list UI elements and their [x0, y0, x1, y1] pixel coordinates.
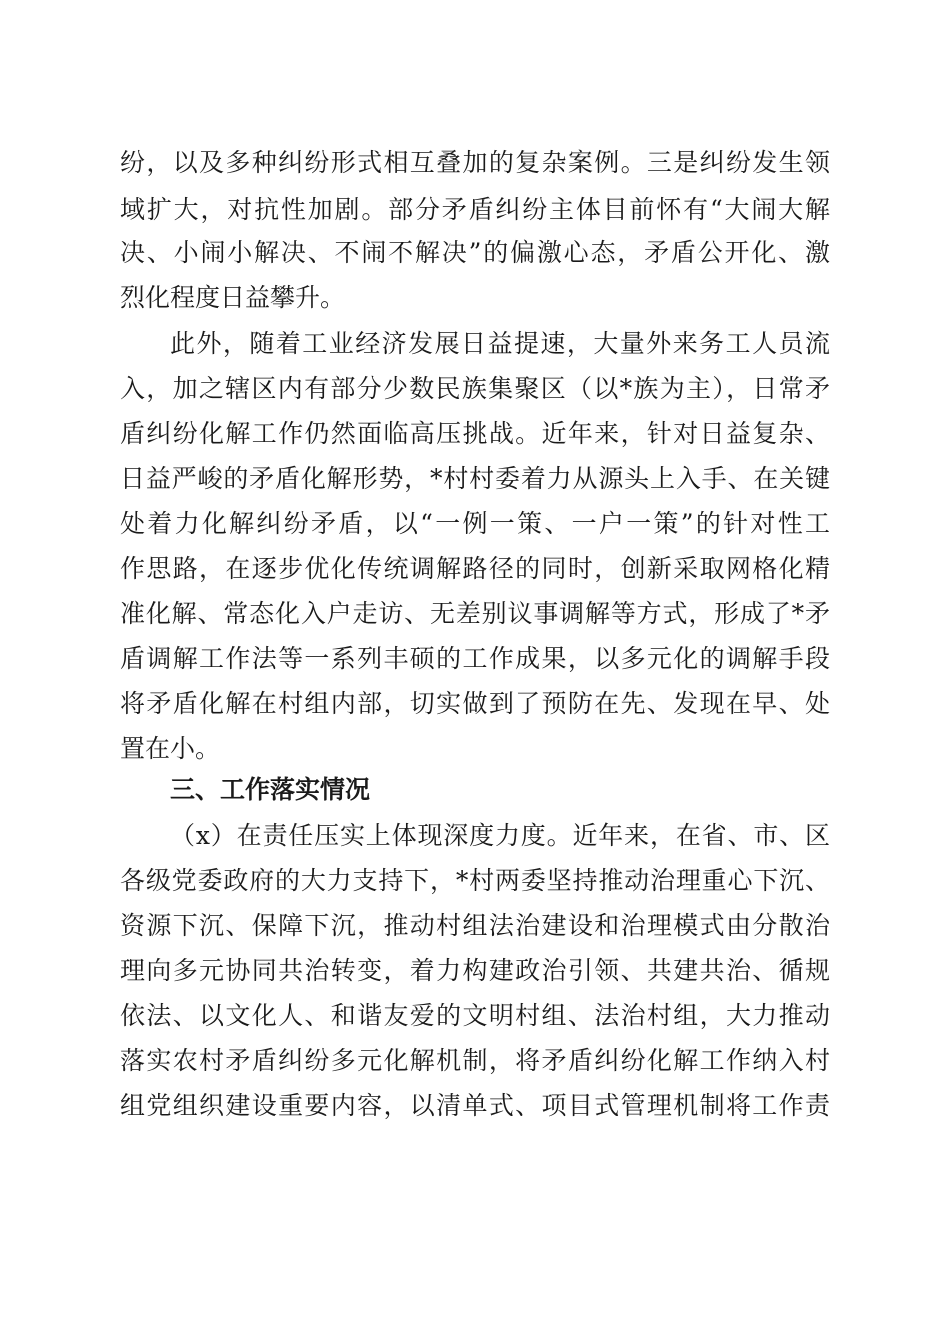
paragraph-1-line-1: 纷，以及多种纠纷形式相互叠加的复杂案例。三是纠纷发生领: [120, 148, 830, 177]
paragraph-2-line-6: 作思路，在逐步优化传统调解路径的同时，创新采取网格化精: [120, 554, 830, 583]
paragraph-1-line-3: 决、小闹小解决、不闹不解决”的偏激心态，矛盾公开化、激: [120, 238, 830, 267]
paragraph-2-line-4: 日益严峻的矛盾化解形势，*村村委着力从源头上入手、在关键: [120, 464, 830, 493]
paragraph-2-line-1: 此外，随着工业经济发展日益提速，大量外来务工人员流: [170, 329, 830, 358]
paragraph-2-line-9: 将矛盾化解在村组内部，切实做到了预防在先、发现在早、处: [120, 689, 830, 718]
paragraph-2-line-10: 置在小。: [120, 734, 221, 763]
paragraph-1-line-2: 域扩大，对抗性加剧。部分矛盾纠纷主体目前怀有“大闹大解: [120, 195, 830, 224]
paragraph-2-line-3: 盾纠纷化解工作仍然面临高压挑战。近年来，针对日益复杂、: [120, 419, 830, 448]
section-paragraph-line-6: 落实农村矛盾纠纷多元化解机制，将矛盾纠纷化解工作纳入村: [120, 1046, 830, 1075]
section-paragraph-line-3: 资源下沉、保障下沉，推动村组法治建设和治理模式由分散治: [120, 911, 830, 940]
paragraph-2-line-8: 盾调解工作法等一系列丰硕的工作成果，以多元化的调解手段: [120, 644, 830, 673]
section-paragraph-line-2: 各级党委政府的大力支持下，*村两委坚持推动治理重心下沉、: [120, 866, 830, 895]
section-paragraph-line-1: （x）在责任压实上体现深度力度。近年来，在省、市、区: [170, 821, 830, 850]
section-heading: 三、工作落实情况: [170, 775, 371, 804]
paragraph-1-line-4: 烈化程度日益攀升。: [120, 283, 346, 312]
paragraph-2-line-5: 处着力化解纠纷矛盾，以“一例一策、一户一策”的针对性工: [120, 509, 830, 538]
section-paragraph-line-7: 组党组织建设重要内容，以清单式、项目式管理机制将工作责: [120, 1091, 830, 1120]
section-paragraph-line-5: 依法、以文化人、和谐友爱的文明村组、法治村组，大力推动: [120, 1001, 830, 1030]
paragraph-2-line-7: 准化解、常态化入户走访、无差别议事调解等方式，形成了*矛: [120, 599, 830, 628]
section-paragraph-line-4: 理向多元协同共治转变，着力构建政治引领、共建共治、循规: [120, 956, 830, 985]
paragraph-2-line-2: 入，加之辖区内有部分少数民族集聚区（以*族为主），日常矛: [120, 374, 830, 403]
